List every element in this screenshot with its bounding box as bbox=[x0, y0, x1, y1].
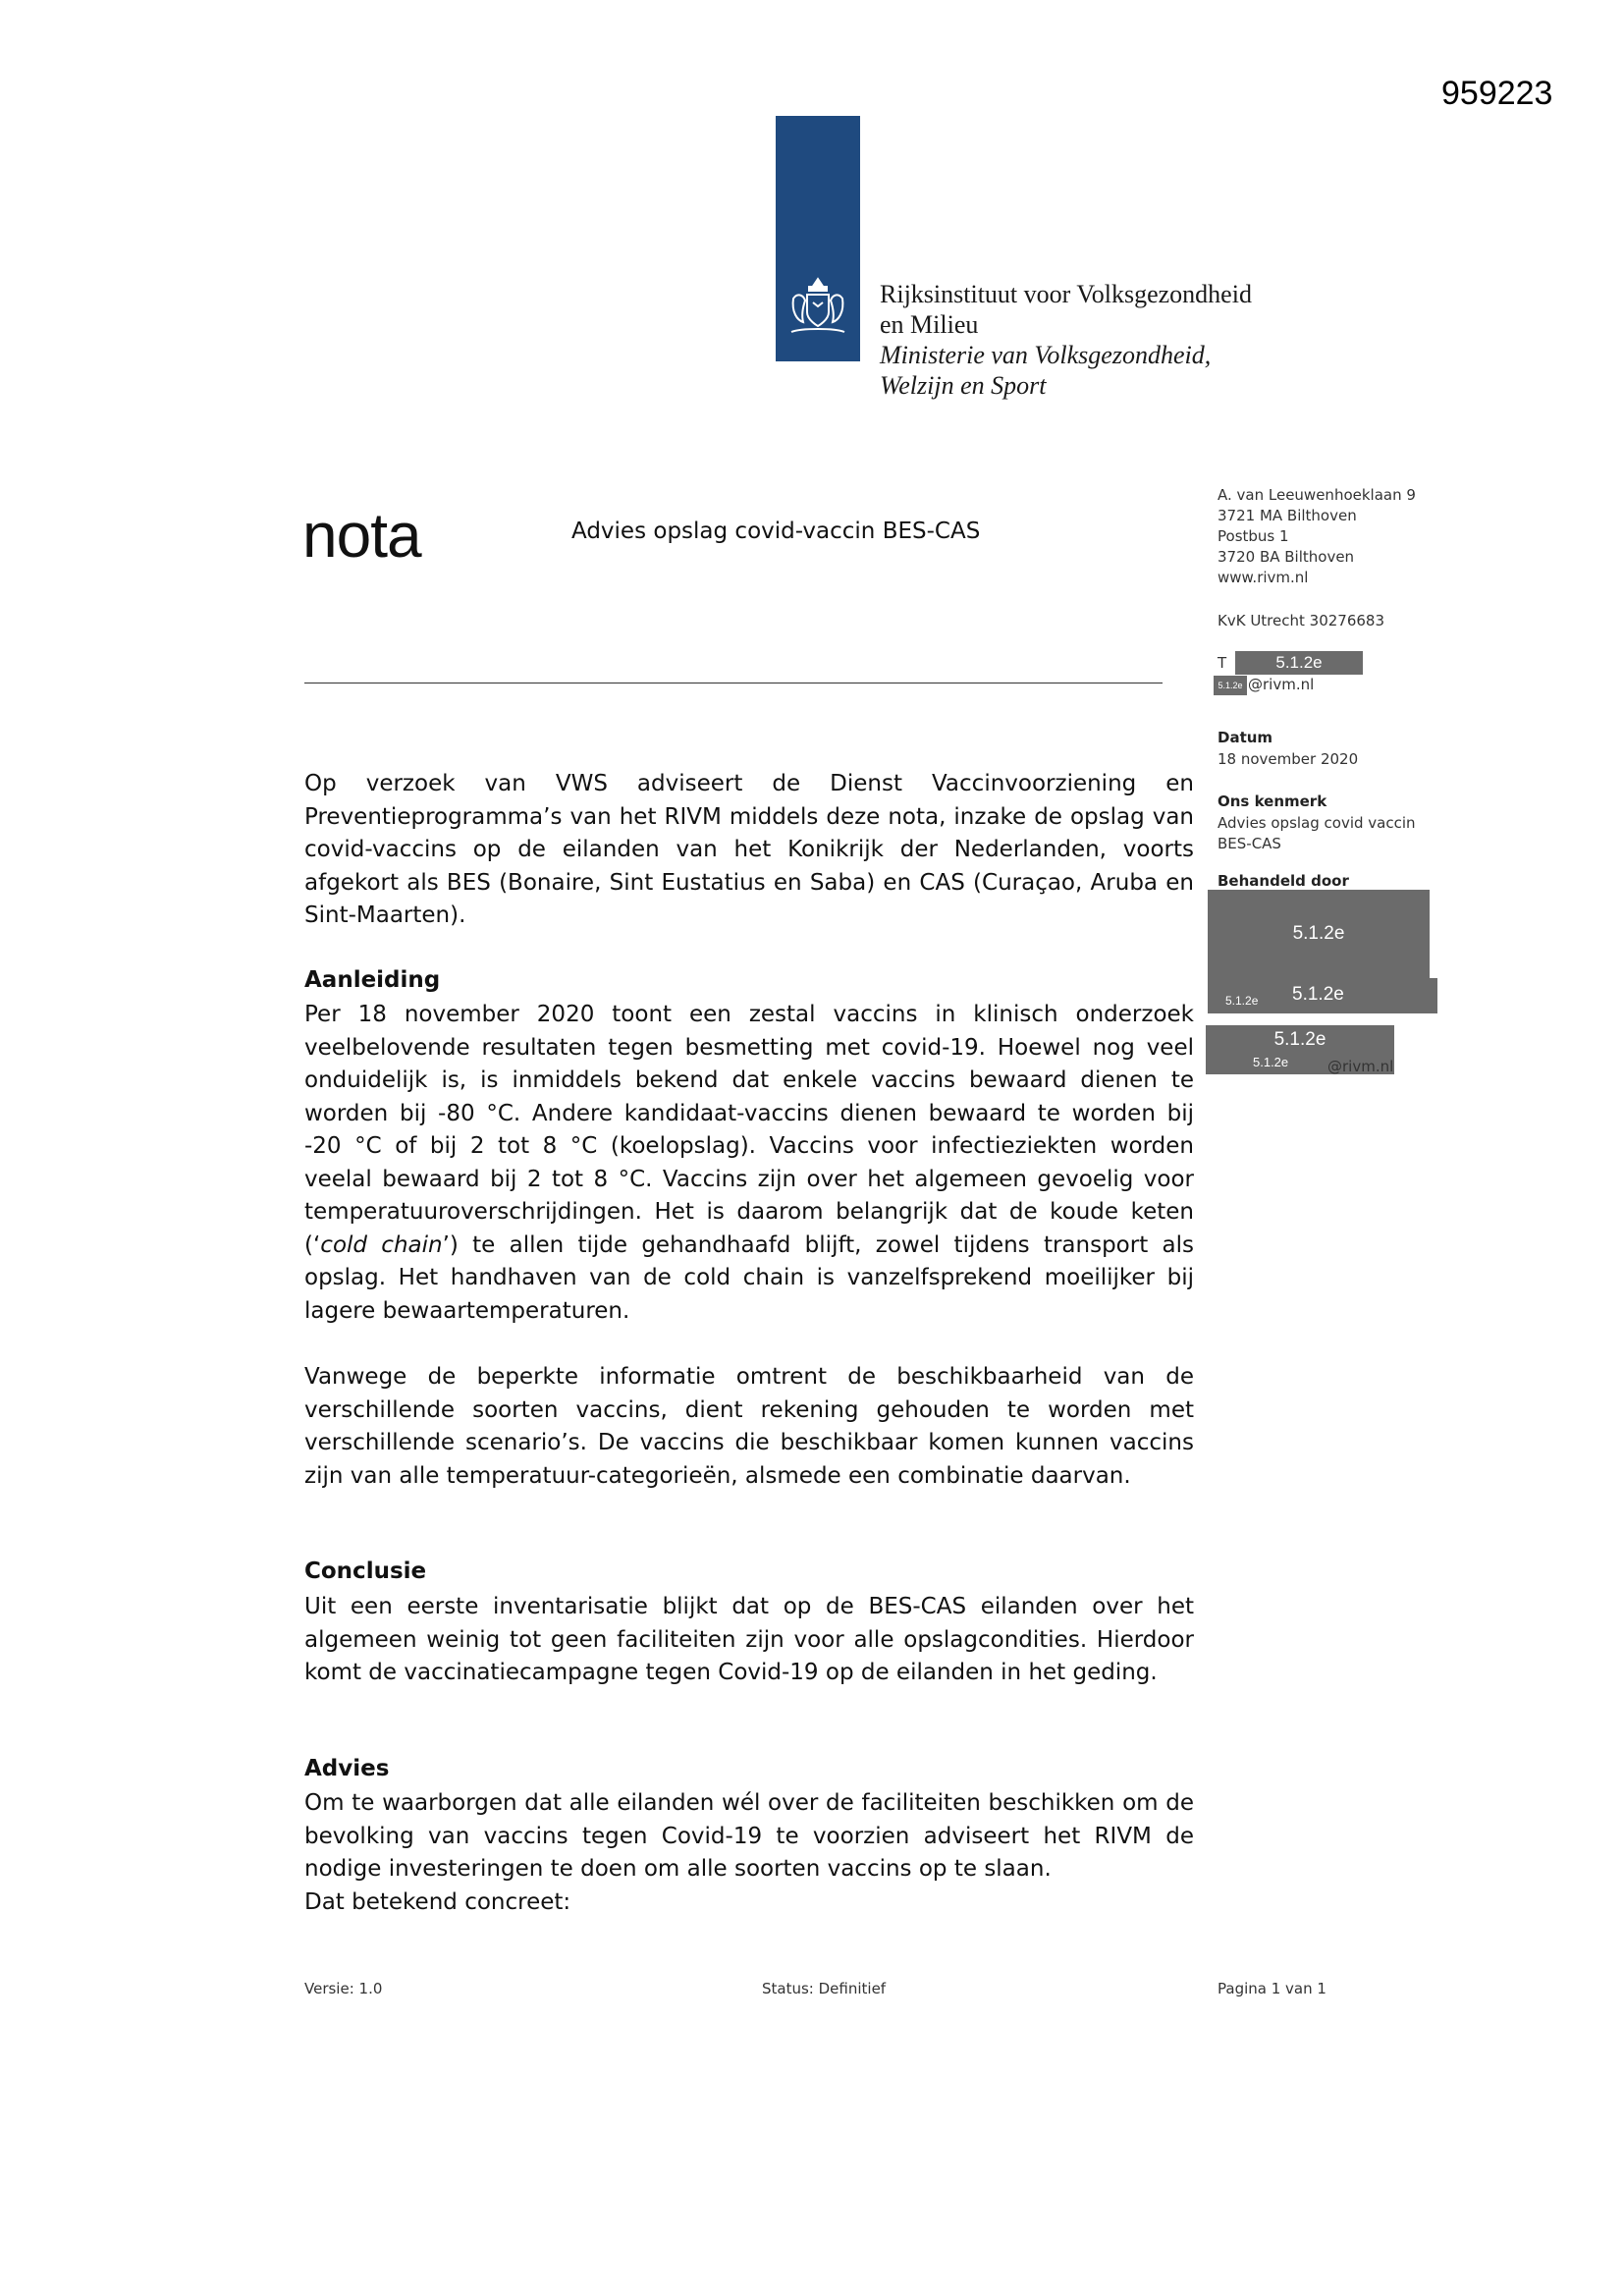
document-number: 959223 bbox=[1441, 75, 1553, 112]
date-label: Datum bbox=[1218, 729, 1273, 746]
organization-name bbox=[880, 279, 1390, 401]
redaction-block: 5.1.2e bbox=[1208, 890, 1430, 978]
sender-address bbox=[1218, 485, 1416, 588]
section-heading-conclusie: Conclusie bbox=[304, 1558, 427, 1584]
advies-paragraph bbox=[304, 1787, 1194, 1919]
address-line: Postbus 1 bbox=[1218, 527, 1289, 545]
ministry-line-1: Ministerie van Volksgezondheid, bbox=[880, 341, 1212, 369]
advies-text: Om te waarborgen dat alle eilanden wél over de faciliteiten beschikken om de bevolking van vaccins tegen Covid-19 te voorzien adviseert het RIVM de nodige investeringen te doen om alle soorten vaccins op te slaan. bbox=[304, 1790, 1194, 1882]
ministry-line-2: Welzijn en Sport bbox=[880, 371, 1047, 400]
org-line-1: Rijksinstituut voor Volksgezondheid bbox=[880, 280, 1252, 308]
address-line: A. van Leeuwenhoeklaan 9 bbox=[1218, 486, 1416, 504]
intro-paragraph: Op verzoek van VWS adviseert de Dienst Vaccinvoorziening en Preventieprogramma’s van het RIVM middels deze nota, inzake de opslag van covid-vaccins op de eilanden van het Konikrijk der Nederlanden, voorts afgekort als BES (Bonaire, Sint Eustatius en Saba) en CAS (Curaçao, Aruba en Sint-Maarten). bbox=[304, 771, 1194, 928]
document-type-title: nota bbox=[302, 500, 421, 571]
reference-value: Advies opslag covid vaccin BES-CAS bbox=[1218, 814, 1416, 852]
address-line: 3721 MA Bilthoven bbox=[1218, 507, 1357, 524]
telephone-label: T bbox=[1218, 654, 1227, 672]
website-link[interactable]: www.rivm.nl bbox=[1218, 569, 1309, 586]
conclusie-paragraph: Uit een eerste inventarisatie blijkt dat op de BES-CAS eilanden over het algemeen weinig tot geen faciliteiten zijn voor alle opslagcondities. Hierdoor komt de vaccinatiecampagne tegen Covid-19 op de eilanden in het geding. bbox=[304, 1594, 1194, 1685]
scenario-paragraph: Vanwege de beperkte informatie omtrent de beschikbaarheid van de verschillende soorten vaccins, dient rekening gehouden te worden met verschillende scenario’s. De vaccins die beschikbaar komen kunnen vaccins zijn van alle temperatuur-categorieën, alsmede een combinatie daarvan. bbox=[304, 1364, 1194, 1489]
aanleiding-paragraph bbox=[304, 999, 1194, 1328]
redaction-code-small: 5.1.2e bbox=[1225, 994, 1259, 1008]
royal-crest-icon bbox=[784, 273, 852, 342]
org-line-2: en Milieu bbox=[880, 310, 979, 339]
redaction-block bbox=[1208, 978, 1437, 1013]
email-domain: @rivm.nl bbox=[1327, 1058, 1394, 1075]
redaction-block: 5.1.2e bbox=[1235, 651, 1363, 675]
reference-label: Ons kenmerk bbox=[1218, 793, 1327, 810]
kvk-number: KvK Utrecht 30276683 bbox=[1218, 612, 1384, 629]
redaction-code-small: 5.1.2e bbox=[1253, 1055, 1289, 1069]
document-subject: Advies opslag covid-vaccin BES-CAS bbox=[571, 519, 981, 544]
email-domain: @rivm.nl bbox=[1248, 676, 1315, 693]
redaction-code: 5.1.2e bbox=[1273, 1029, 1326, 1050]
footer-version: Versie: 1.0 bbox=[304, 1980, 383, 1997]
text-span: ’) te allen tijde gehandhaafd blijft, zowel tijdens transport als opslag. Het handhaven van de cold chain is vanzelfsprekend moeilijker bij lagere bewaartemperaturen. bbox=[304, 1231, 1194, 1324]
section-heading-advies: Advies bbox=[304, 1756, 390, 1781]
advies-last-line: Dat betekend concreet: bbox=[304, 1888, 571, 1915]
text-span: Per 18 november 2020 toont een zestal vaccins in klinisch onderzoek veelbelovende resultaten tegen besmetting met covid-19. Hoewel nog veel onduidelijk is, is inmiddels bekend dat enkele vaccins bewaard dienen te worden bij -80 °C. Andere kandidaat-vaccins dienen bewaard te worden bij -20 °C of bij 2 tot 8 °C (koelopslag). Vaccins voor infectieziekten worden veelal bewaard bij 2 tot 8 °C. Vaccins zijn over het algemeen gevoelig voor temperatuuroverschrijdingen. Het is daarom belangrijk dat de koude keten (‘ bbox=[304, 1002, 1194, 1258]
address-line: 3720 BA Bilthoven bbox=[1218, 548, 1355, 566]
section-heading-aanleiding: Aanleiding bbox=[304, 967, 441, 993]
footer-page-number: Pagina 1 van 1 bbox=[1218, 1980, 1326, 1997]
redaction-block: 5.1.2e bbox=[1214, 676, 1247, 695]
date-value: 18 november 2020 bbox=[1218, 750, 1359, 768]
logo-bar bbox=[776, 116, 860, 361]
handled-by-label: Behandeld door bbox=[1218, 872, 1349, 890]
italic-term: cold chain bbox=[320, 1231, 443, 1258]
footer-status: Status: Definitief bbox=[762, 1980, 887, 1997]
redaction-code: 5.1.2e bbox=[1292, 984, 1344, 1005]
